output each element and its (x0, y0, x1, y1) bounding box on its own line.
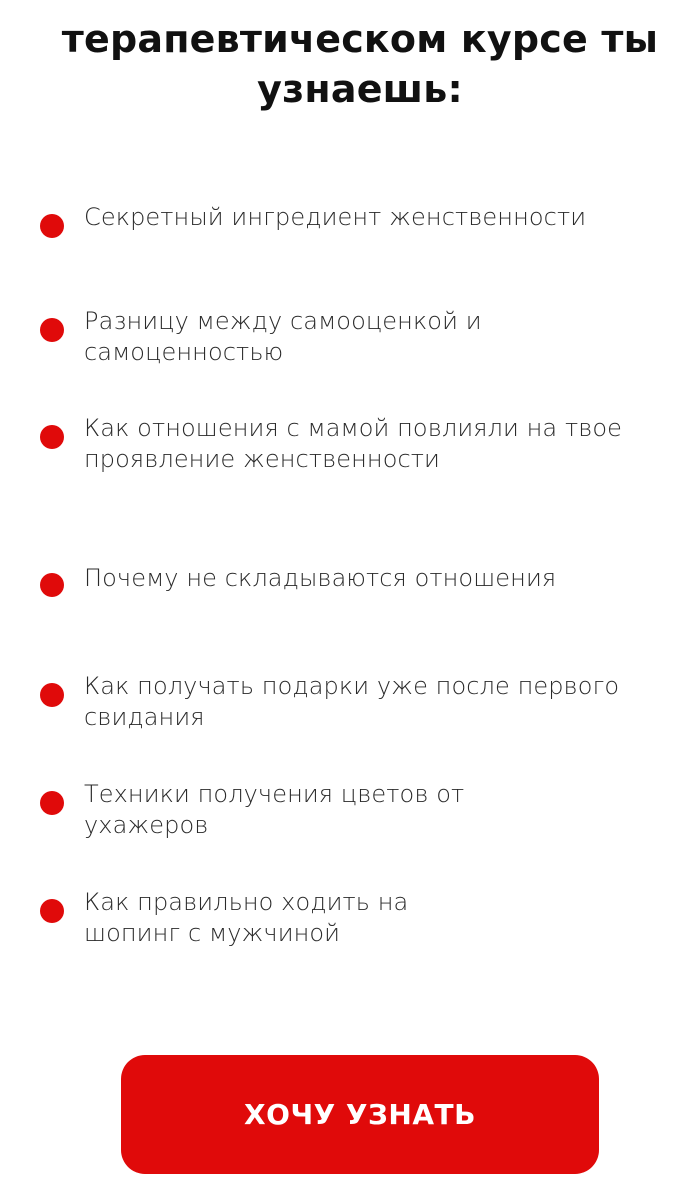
bullet-icon (40, 791, 64, 815)
page-title-line-2: узнаешь: (257, 67, 463, 111)
list-item-label: Как правильно ходить на шопинг с мужчиной (84, 888, 409, 947)
bullet-icon (40, 214, 64, 238)
bullet-icon (40, 573, 64, 597)
bullet-icon (40, 683, 64, 707)
list-item-label: Как получать подарки уже после первого свидания (84, 672, 620, 731)
bullet-icon (40, 899, 64, 923)
bullet-icon (40, 425, 64, 449)
want-to-know-button[interactable]: ХОЧУ УЗНАТЬ (121, 1055, 599, 1174)
list-item-label: Разницу между самооценкой и самоценностью (84, 307, 482, 366)
list-item-label: Секретный ингредиент женственности (84, 203, 587, 231)
page-title-line-1: терапевтическом курсе ты (61, 17, 659, 61)
page-title (40, 14, 680, 114)
list-item-label: Техники получения цветов от ухажеров (84, 780, 465, 839)
bullet-icon (40, 318, 64, 342)
list-item-label: Как отношения с мамой повлияли на твое проявление женственности (84, 414, 623, 473)
list-item-label: Почему не складываются отношения (84, 564, 557, 592)
